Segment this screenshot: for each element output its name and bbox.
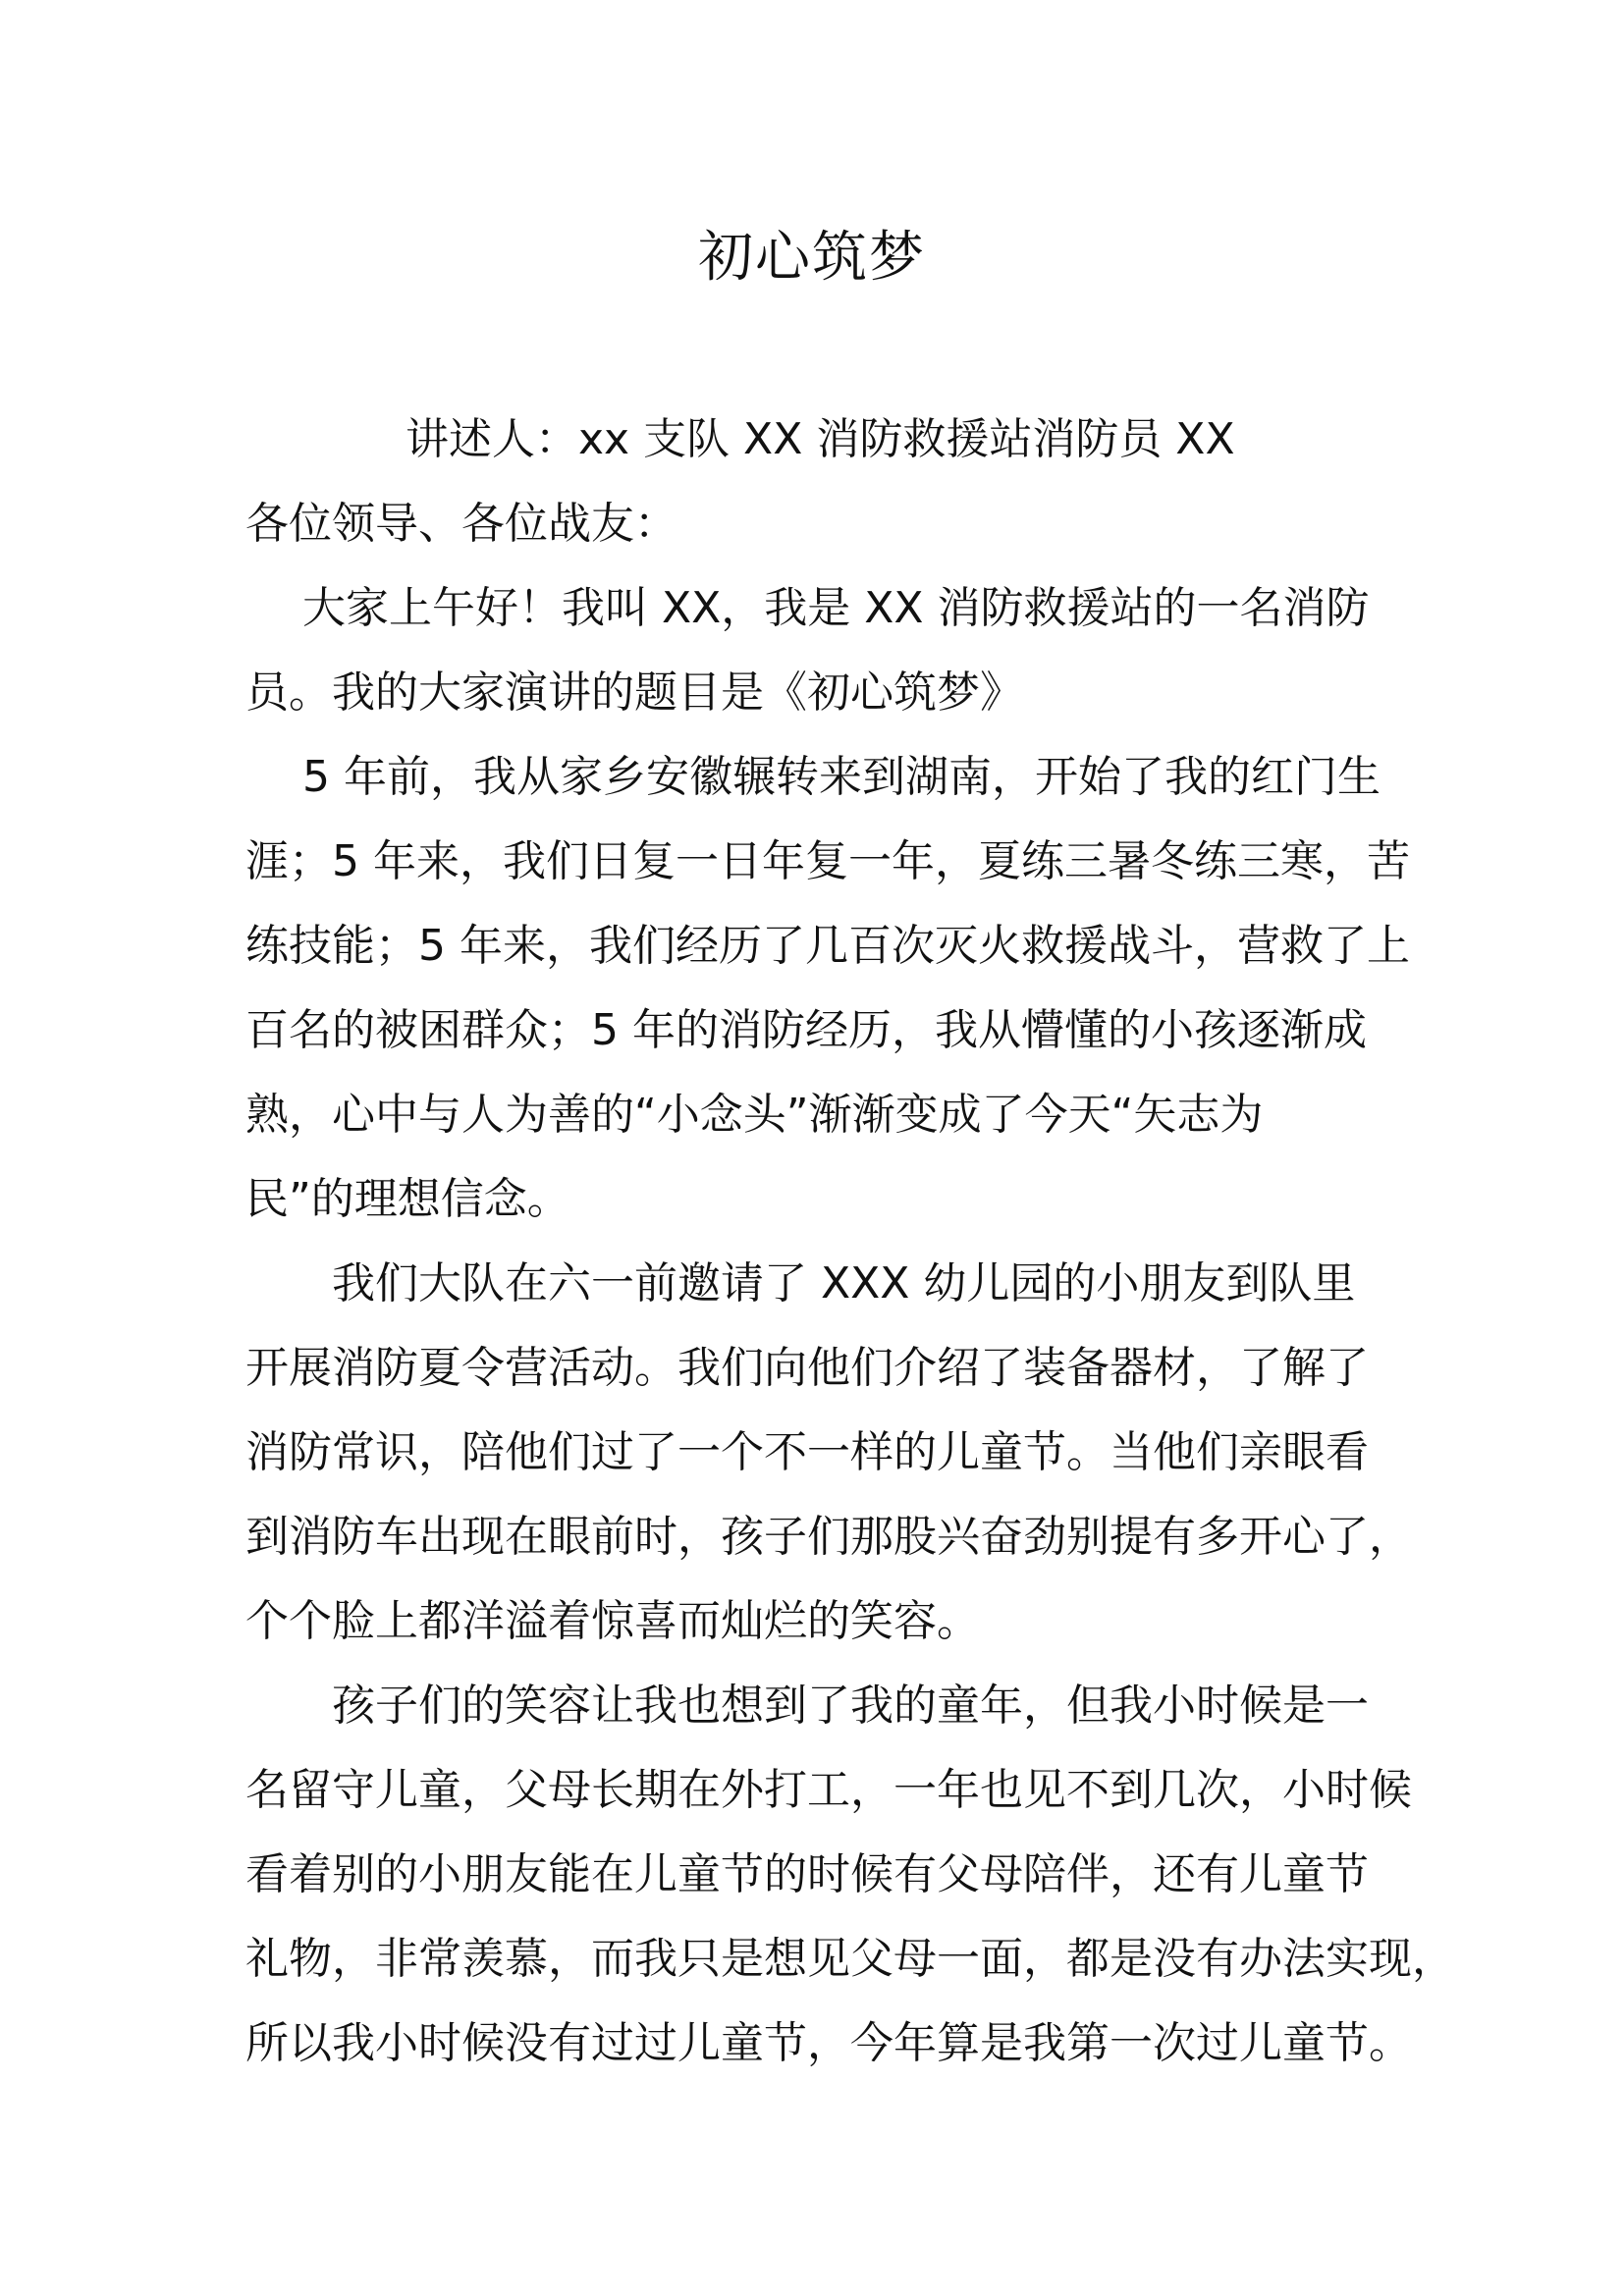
text-line: 员。我的大家演讲的题目是《初心筑梦》 bbox=[245, 667, 1023, 718]
text-line: 大家上午好！我叫 XX，我是 XX 消防救援站的一名消防 bbox=[302, 583, 1370, 633]
document-title: 初心筑梦 bbox=[698, 226, 926, 290]
text-line: 百名的被困群众；5 年的消防经历，我从懵懂的小孩逐渐成 bbox=[245, 1005, 1367, 1055]
salutation-line: 各位领导、各位战友： bbox=[245, 499, 677, 549]
text-line: 涯；5 年来，我们日复一日年复一年，夏练三暑冬练三寒，苦 bbox=[245, 836, 1410, 886]
text-line: 礼物，非常羡慕，而我只是想见父母一面，都是没有办法实现， bbox=[245, 1934, 1455, 1984]
text-line: 开展消防夏令营活动。我们向他们介绍了装备器材，了解了 bbox=[245, 1343, 1369, 1393]
text-line: 熟，心中与人为善的“小念头”渐渐变成了今天“矢志为 bbox=[245, 1090, 1264, 1140]
document-body bbox=[245, 398, 1455, 2086]
text-line: 练技能；5 年来，我们经历了几百次灭火救援战斗，营救了上 bbox=[245, 921, 1410, 971]
text-line: 个个脸上都洋溢着惊喜而灿烂的笑容。 bbox=[245, 1596, 980, 1646]
text-line: 名留守儿童，父母长期在外打工，一年也见不到几次，小时候 bbox=[245, 1765, 1412, 1815]
text-line: 5 年前，我从家乡安徽辗转来到湖南，开始了我的红门生 bbox=[302, 752, 1380, 802]
text-line: 民”的理想信念。 bbox=[245, 1174, 570, 1224]
text-line: 看着别的小朋友能在儿童节的时候有父母陪伴，还有儿童节 bbox=[245, 1849, 1369, 1899]
text-line: 到消防车出现在眼前时，孩子们那股兴奋劲别提有多开心了， bbox=[245, 1512, 1412, 1562]
text-line: 所以我小时候没有过过儿童节，今年算是我第一次过儿童节。 bbox=[245, 2018, 1412, 2068]
text-line: 消防常识，陪他们过了一个不一样的儿童节。当他们亲眼看 bbox=[245, 1427, 1369, 1477]
text-line: 孩子们的笑容让我也想到了我的童年，但我小时候是一 bbox=[332, 1681, 1369, 1731]
text-line: 我们大队在六一前邀请了 XXX 幼儿园的小朋友到队里 bbox=[332, 1258, 1356, 1308]
narrator-line: 讲述人：xx 支队 XX 消防救援站消防员 XX bbox=[406, 414, 1235, 464]
